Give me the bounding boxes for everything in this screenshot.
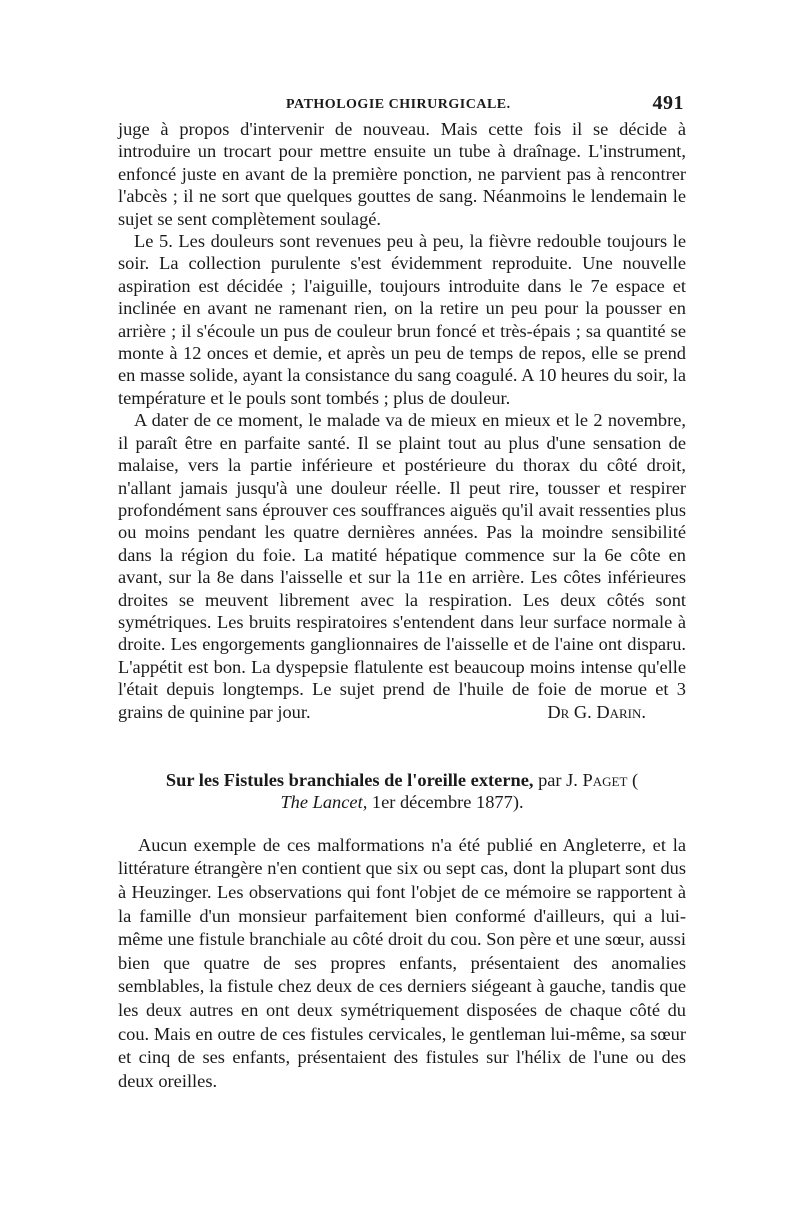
page-number: 491 (652, 92, 684, 114)
article-source: The Lancet, (280, 792, 368, 813)
paragraph-recovery (118, 409, 686, 723)
author-signature: Dr G. Darin. (547, 701, 646, 722)
article-title-main: Sur les Fistules branchiales de l'oreille externe, (165, 769, 534, 790)
running-head-title: PATHOLOGIE CHIRURGICALE. (286, 97, 511, 112)
page (118, 92, 686, 1093)
article-title-by: par J. (533, 769, 583, 790)
paragraph-day-5: Le 5. Les douleurs sont revenues peu à peu, la fièvre redouble toujours le soir. La collection purulente s'est évidemment reproduite. Une nouvelle aspiration est décidée ; l'aiguille, toujours introduite dans le 7e espace et inclinée en avant ne ramenant rien, on la retire un peu pour la pousser en arrière ; il s'écoule un pus de couleur brun foncé et très-épais ; sa quantité se monte à 12 onces et demie, et après un peu de temps de repos, elle se prend en masse solide, ayant la consistance du sang coagulé. A 10 heures du soir, la température et le pouls sont tombés ; plus de douleur. (118, 231, 686, 408)
article-title (118, 769, 686, 814)
article-author: Paget (582, 769, 628, 790)
running-head (118, 92, 686, 118)
article-date: 1er décembre 1877). (367, 792, 524, 813)
article-paren-open: ( (627, 769, 639, 790)
article-body: Aucun exemple de ces malformations n'a été publié en Angleterre, et la littérature étrangère n'en contient que six ou sept cas, dont la plupart sont dus à Heuzinger. Les observations qui font l'objet de ce mémoire se rapportent à la famille d'un monsieur parfaitement bien conformé d'ailleurs, qui a lui-même une fistule branchiale au côté droit du cou. Son père et une sœur, aussi bien que quatre de ses propres enfants, présentaient des anomalies semblables, la fistule chez deux de ces derniers siégeant à gauche, tandis que les deux autres en ont deux symétriquement disposées de chaque côté du cou. Mais en outre de ces fistules cervicales, le gentleman lui-même, sa sœur et cinq de ses enfants, présentaient des fistules sur l'hélix de l'une ou des deux oreilles. (118, 834, 686, 1091)
paragraph-continuation: juge à propos d'intervenir de nouveau. Mais cette fois il se décide à introduire un trocart pour mettre ensuite un tube à draînage. L'instrument, enfoncé juste en avant de la première ponction, ne parvient pas à rencontrer l'abcès ; il ne sort que quelques gouttes de sang. Néanmoins le lendemain le sujet se sent complètement soulagé. (118, 119, 686, 229)
paragraph-recovery-text: A dater de ce moment, le malade va de mieux en mieux et le 2 novembre, il paraît être en parfaite santé. Il se plaint tout au plus d'une sensation de malaise, vers la partie inférieure et postérieure du thorax du côté droit, n'allant jamais jusqu'à une douleur réelle. Il peut rire, tousser et respirer profondément sans éprouver ces souffrances aiguës qu'il avait ressenties plus ou moins pendant les quatre dernières années. Pas la moindre sensibilité dans la région du foie. La matité hépatique commence sur la 6e côte en avant, sur la 8e dans l'aisselle et sur la 11e en arrière. Les côtes inférieures droites se meuvent librement avec la respiration. Les deux côtés sont symétriques. Les bruits respiratoires s'entendent dans leur surface normale à droite. Les engorgements ganglionnaires de l'aisselle et de l'aine ont disparu. L'appétit est bon. La dyspepsie flatulente est beaucoup moins intense qu'elle l'était depuis longtemps. Le sujet prend de l'huile de foie de morue et 3 grains de quinine par jour. (118, 410, 686, 722)
